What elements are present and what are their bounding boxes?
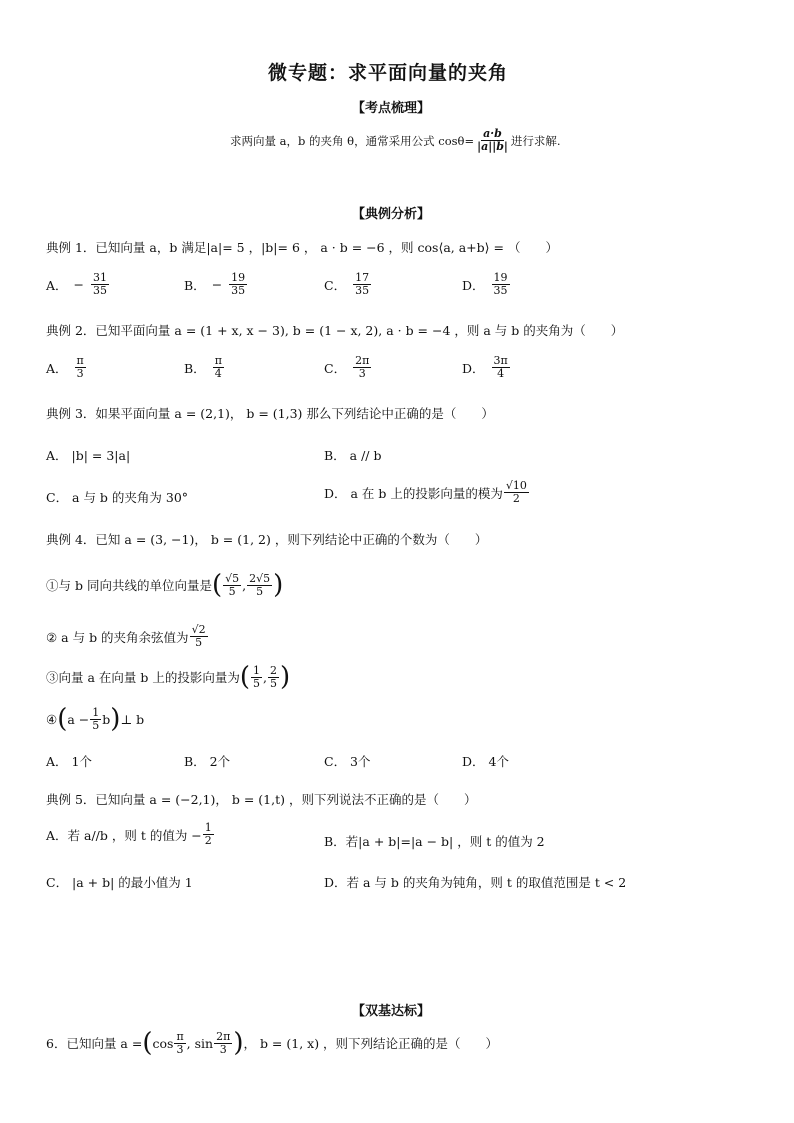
fraction	[90, 707, 101, 732]
option-fraction	[353, 355, 371, 380]
numerator: 2√5	[249, 571, 271, 585]
q2-option-c	[324, 355, 372, 380]
denominator: 5	[270, 676, 277, 690]
denominator: 3	[76, 367, 84, 380]
option-label: C．	[324, 360, 347, 376]
option-fraction	[492, 272, 510, 297]
numerator: 19	[493, 271, 508, 284]
q1-stem: 典例 1．已知向量 a，b 满足|a|= 5 ，|b|= 6 ， a · b = −6 ，则 cos⟨a, a+b⟩ = （ ）	[46, 240, 558, 255]
numerator: π	[176, 1029, 184, 1043]
q2-stem: 典例 2．已知平面向量 a = (1 + x, x − 3), b = (1 − x, 2), a · b = −4 ，则 a 与 b 的夹角为（ ）	[46, 323, 624, 338]
term-a: a −	[67, 711, 90, 727]
option-fraction	[353, 272, 371, 297]
left-paren: (	[211, 570, 223, 600]
numerator: √2	[191, 623, 206, 636]
option-label: B．	[184, 360, 206, 376]
fraction	[174, 1031, 185, 1056]
denominator: 3	[176, 1042, 184, 1056]
q4-statement-4	[46, 706, 144, 732]
option-label: D．	[462, 360, 485, 376]
formula-denominator: |a||b|	[477, 140, 508, 153]
cos-label: cos	[152, 1035, 174, 1051]
left-paren: (	[142, 1028, 153, 1058]
q4-stem: 典例 4．已知 a = (3, −1)， b = (1, 2) ，则下列结论中正确的个数为（ ）	[46, 532, 488, 547]
numerator: √10	[505, 479, 527, 492]
denominator: 5	[253, 676, 261, 690]
numerator: 2π	[355, 354, 370, 367]
option-label: D．	[462, 277, 485, 293]
denominator: 35	[231, 284, 246, 297]
option-fraction	[75, 355, 86, 380]
term-b: b	[102, 711, 111, 727]
q2-option-a	[46, 355, 87, 380]
q4-statement-3	[46, 664, 290, 690]
option-label: A．	[46, 360, 68, 376]
denominator: 2	[204, 834, 212, 847]
option-sign: −	[73, 277, 85, 292]
q5-option-c: C． |a + b| 的最小值为 1	[46, 875, 193, 890]
q4-option-b: B． 2个	[184, 754, 231, 769]
right-paren: )	[233, 1028, 244, 1058]
q3-option-a: A． |b| = 3|a|	[46, 448, 131, 463]
option-label: A．	[46, 277, 68, 293]
right-paren: )	[280, 662, 291, 692]
q4-option-d: D． 4个	[462, 754, 509, 769]
denominator: 35	[493, 284, 508, 297]
statement-text: ② a 与 b 的夹角余弦值为	[46, 629, 189, 645]
kaodian-formula-line	[230, 128, 561, 153]
fraction	[251, 665, 262, 690]
numerator: 1	[253, 663, 261, 677]
numerator: 31	[93, 271, 108, 284]
q1-option-d	[462, 272, 511, 297]
denominator: 5	[256, 584, 264, 598]
q2-option-b	[184, 355, 225, 380]
option-sign: −	[211, 277, 223, 292]
q3-option-d	[324, 480, 530, 505]
q4-option-a: A． 1个	[46, 754, 92, 769]
kaodian-text-after: 进行求解.	[510, 133, 561, 148]
fraction	[223, 573, 241, 598]
option-label: C．	[324, 277, 347, 293]
denominator: 35	[93, 284, 108, 297]
denominator: 4	[214, 367, 222, 380]
statement-text: ①与 b 同向共线的单位向量是	[46, 578, 212, 593]
option-fraction	[213, 355, 224, 380]
numerator: 17	[355, 271, 370, 284]
fraction	[203, 822, 214, 847]
q5-option-a	[46, 822, 215, 847]
section-heading-dianli: 【典例分析】	[352, 207, 431, 222]
q3-stem: 典例 3．如果平面向量 a = (2,1)， b = (1,3) 那么下列结论中正确的是（ ）	[46, 406, 494, 421]
option-fraction	[229, 272, 247, 297]
q6-stem	[46, 1030, 498, 1056]
q5-stem: 典例 5．已知向量 a = (−2,1)， b = (1,t) ，则下列说法不正确的是（ ）	[46, 792, 477, 807]
numerator: 2	[270, 663, 277, 677]
option-text: D． a 在 b 上的投影向量的模为	[324, 485, 503, 501]
q1-option-b	[184, 272, 248, 297]
numerator: 19	[231, 271, 246, 284]
q4-statement-1	[46, 572, 283, 598]
fraction	[268, 665, 279, 690]
statement-marker: ④	[46, 711, 58, 727]
denominator: 3	[219, 1042, 227, 1056]
numerator: 1	[204, 821, 212, 834]
q3-option-c: C． a 与 b 的夹角为 30°	[46, 490, 189, 505]
numerator: π	[214, 354, 222, 367]
denominator: 35	[355, 284, 370, 297]
sin-label: , sin	[186, 1035, 214, 1051]
q1-option-a	[46, 272, 110, 297]
q6-prefix: 6．已知向量 a =	[46, 1036, 143, 1051]
denominator: 5	[92, 718, 100, 732]
denominator: 2	[512, 492, 520, 505]
q4-option-c: C． 3个	[324, 754, 371, 769]
section-heading-shuangji: 【双基达标】	[352, 1004, 431, 1019]
denominator: 5	[195, 636, 203, 649]
denominator: 4	[497, 367, 505, 380]
kaodian-text-before: 求两向量 a，b 的夹角 θ，通常采用公式 cosθ=	[230, 133, 475, 148]
option-fraction	[91, 272, 109, 297]
right-paren: )	[273, 570, 284, 600]
statement-text: ③向量 a 在向量 b 上的投影向量为	[46, 670, 240, 685]
q5-option-b: B．若|a + b|=|a − b| ，则 t 的值为 2	[324, 834, 545, 849]
q2-option-d	[462, 355, 511, 380]
cos-formula-fraction	[475, 128, 510, 153]
option-fraction	[504, 480, 529, 505]
numerator: 2π	[216, 1029, 231, 1043]
option-text: A．若 a//b ，则 t 的值为 −	[46, 827, 202, 843]
q5-option-d: D．若 a 与 b 的夹角为钝角，则 t 的取值范围是 t < 2	[324, 875, 627, 890]
denominator: 5	[228, 584, 236, 598]
comma: ,	[263, 669, 267, 685]
fraction	[247, 573, 272, 598]
q6-suffix: ， b = (1, x) ，则下列结论正确的是（ ）	[243, 1036, 499, 1051]
numerator: √5	[225, 571, 240, 585]
q1-option-c	[324, 272, 372, 297]
fraction	[190, 624, 208, 649]
q3-option-b: B． a // b	[324, 448, 382, 463]
left-paren: (	[239, 662, 251, 692]
numerator: 3π	[493, 354, 508, 367]
option-fraction	[492, 355, 510, 380]
comma: ,	[242, 577, 247, 593]
fraction	[214, 1031, 232, 1056]
perpendicular-b: ⊥ b	[120, 711, 145, 727]
right-paren: )	[110, 704, 121, 734]
numerator: π	[76, 354, 84, 367]
left-paren: (	[57, 704, 68, 734]
q4-statement-2	[46, 624, 209, 649]
denominator: 3	[358, 367, 366, 380]
page-title: 微专题：求平面向量的夹角	[268, 62, 509, 84]
section-heading-kaodian: 【考点梳理】	[352, 101, 431, 116]
numerator: 1	[92, 705, 100, 719]
formula-numerator: a·b	[483, 127, 502, 140]
option-label: B．	[184, 277, 206, 293]
